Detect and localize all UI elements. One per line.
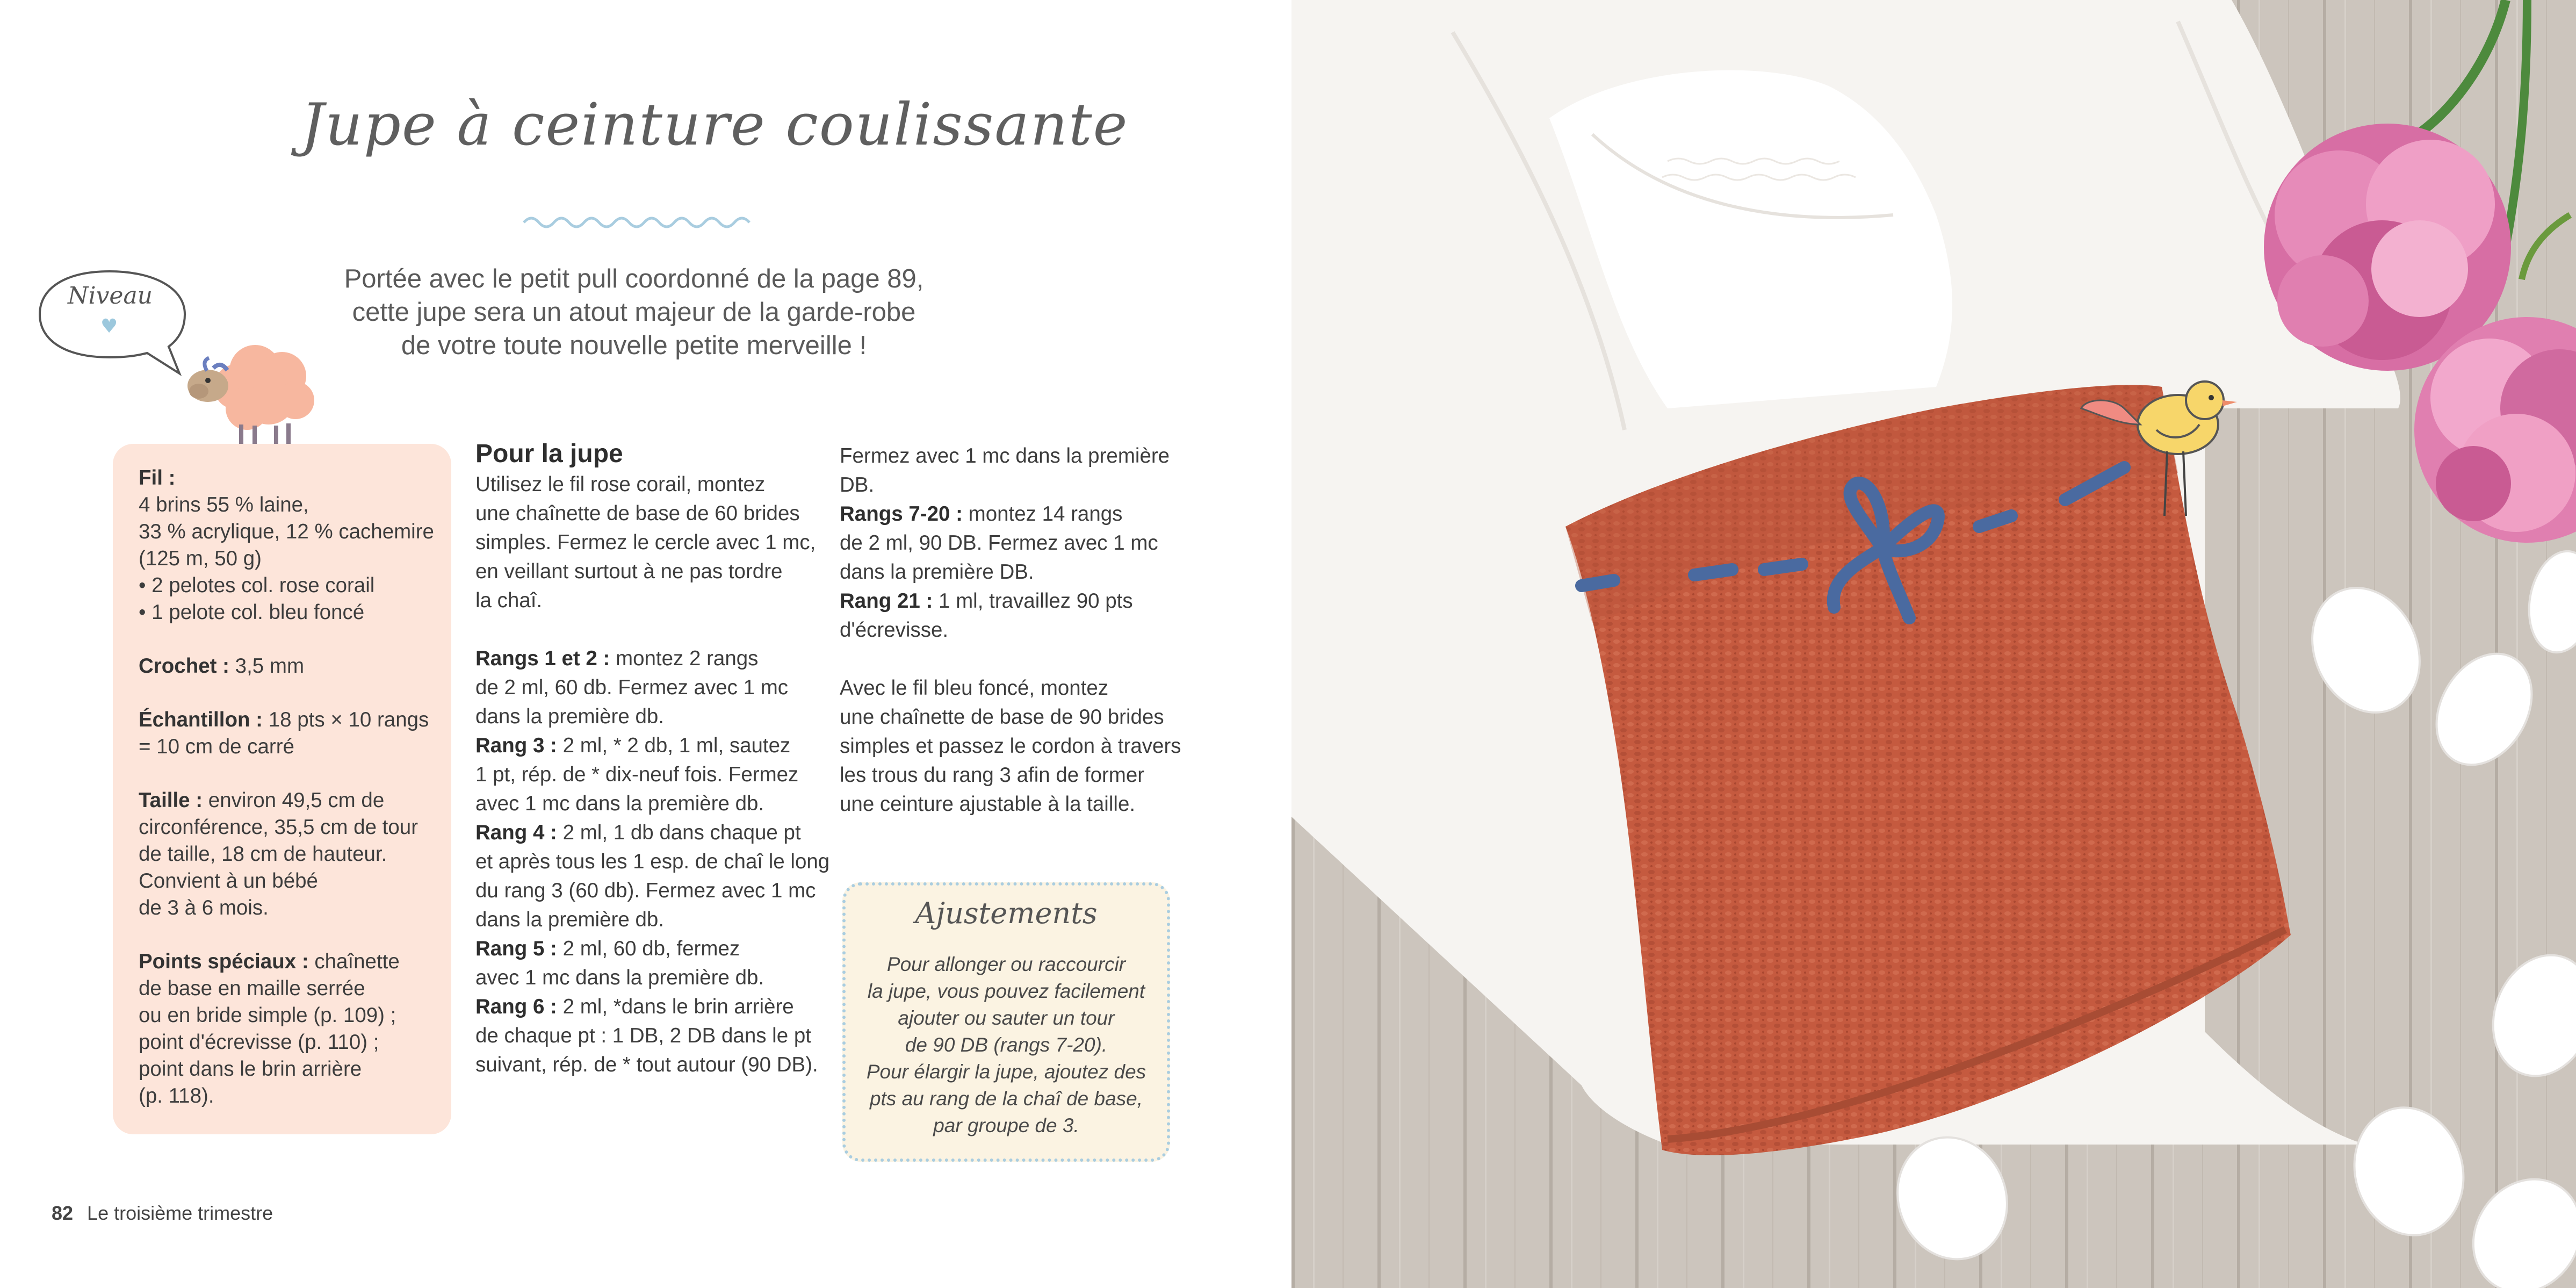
instruction-line: simples. Fermez le cercle avec 1 mc, (475, 531, 816, 554)
section-heading: Pour la jupe (475, 440, 623, 468)
instruction-line: du rang 3 (60 db). Fermez avec 1 mc (475, 879, 816, 902)
instruction-line: une ceinture ajustable à la taille. (840, 793, 1136, 816)
materials-gauge (139, 707, 439, 760)
stitches-line: (p. 118). (139, 1084, 214, 1107)
row-text: montez 14 rangs (962, 502, 1123, 526)
intro-line: de votre toute nouvelle petite merveille ! (401, 331, 867, 360)
yarn-line: • 1 pelote col. bleu foncé (139, 601, 365, 624)
materials-size (139, 787, 439, 922)
size-label: Taille : (139, 789, 203, 812)
right-page (1291, 0, 2576, 1288)
adjustment-line: la jupe, vous pouvez facilement (867, 980, 1145, 1002)
heart-icon: ♥ (100, 315, 118, 337)
instruction-line: d'écrevisse. (840, 618, 949, 642)
row-text: 2 ml, 60 db, fermez (557, 937, 740, 960)
hook-value: 3,5 mm (229, 654, 305, 678)
yarn-line: 33 % acrylique, 12 % cachemire (139, 520, 434, 543)
row-label: Rangs 1 et 2 : (475, 647, 610, 670)
adjustments-title: Ajustements (915, 896, 1098, 930)
instruction-line: avec 1 mc dans la première db. (475, 966, 764, 989)
row-text: 1 ml, travaillez 90 pts (933, 589, 1133, 613)
size-line: de 3 à 6 mois. (139, 896, 269, 919)
size-line: Convient à un bébé (139, 869, 318, 893)
row-text: 2 ml, * 2 db, 1 ml, sautez (557, 734, 791, 757)
hook-label: Crochet : (139, 654, 229, 678)
section-name: Le troisième trimestre (87, 1202, 273, 1224)
page-number: 82 (52, 1202, 74, 1224)
gauge-label: Échantillon : (139, 708, 263, 731)
instruction-line: dans la première db. (475, 705, 664, 728)
yarn-line: 4 brins 55 % laine, (139, 493, 309, 516)
materials-stitches (139, 948, 439, 1110)
instruction-line: de chaque pt : 1 DB, 2 DB dans le pt (475, 1024, 811, 1047)
instruction-line: dans la première DB. (840, 560, 1034, 584)
instruction-line: Utilisez le fil rose corail, montez (475, 473, 766, 496)
stitches-label: Points spéciaux : (139, 950, 309, 973)
adjustment-line: par groupe de 3. (933, 1114, 1079, 1136)
stitches-line: de base en maille serrée (139, 977, 365, 1000)
instruction-line: DB. (840, 473, 875, 497)
adjustment-line: pts au rang de la chaî de base, (869, 1088, 1143, 1110)
materials-hook (139, 653, 439, 680)
instruction-line: 1 pt, rép. de * dix-neuf fois. Fermez (475, 763, 799, 786)
instruction-line: la chaî. (475, 589, 543, 612)
yarn-line: (125 m, 50 g) (139, 547, 262, 570)
stitches-line: ou en bride simple (p. 109) ; (139, 1004, 396, 1027)
materials-text (139, 465, 439, 1136)
instruction-line: avec 1 mc dans la première db. (475, 792, 764, 815)
instruction-line: en veillant surtout à ne pas tordre (475, 560, 783, 583)
wave-divider (521, 211, 763, 229)
adjustments-text (842, 951, 1170, 1139)
gauge-value: 18 pts × 10 rangs (263, 708, 429, 731)
stitches-value: chaînette (308, 950, 400, 973)
intro-line: cette jupe sera un atout majeur de la garde-robe (352, 298, 916, 327)
level-label: Niveau (67, 282, 153, 310)
instruction-line: de 2 ml, 60 db. Fermez avec 1 mc (475, 676, 789, 699)
instruction-line: Avec le fil bleu foncé, montez (840, 677, 1109, 700)
row-label: Rang 5 : (475, 937, 557, 960)
row-label: Rangs 7-20 : (840, 502, 963, 526)
instruction-line: une chaînette de base de 90 brides (840, 706, 1164, 729)
row-label: Rang 3 : (475, 734, 557, 757)
adjustment-line: de 90 DB (rangs 7-20). (905, 1034, 1108, 1056)
size-line: de taille, 18 cm de hauteur. (139, 843, 387, 866)
instruction-line: et après tous les 1 esp. de chaî le long (475, 850, 830, 873)
gauge-line: = 10 cm de carré (139, 735, 294, 758)
page-footer (52, 1202, 273, 1225)
stitches-line: point d'écrevisse (p. 110) ; (139, 1031, 379, 1054)
intro-line: Portée avec le petit pull coordonné de la page 89, (344, 264, 924, 293)
instruction-line: simples et passez le cordon à travers (840, 735, 1181, 758)
page-title: Jupe à ceinture coulissante (301, 91, 1129, 159)
row-text: 2 ml, *dans le brin arrière (557, 995, 794, 1018)
instruction-line: suivant, rép. de * tout autour (90 DB). (475, 1053, 818, 1076)
row-text: montez 2 rangs (610, 647, 759, 670)
instructions-column-2 (840, 442, 1184, 819)
row-label: Rang 21 : (840, 589, 933, 613)
instruction-line: de 2 ml, 90 DB. Fermez avec 1 mc (840, 531, 1158, 555)
intro-text (301, 262, 967, 362)
instruction-line: dans la première db. (475, 908, 664, 931)
yarn-line: • 2 pelotes col. rose corail (139, 574, 375, 597)
instruction-line: les trous du rang 3 afin de former (840, 764, 1145, 787)
adjustment-line: ajouter ou sauter un tour (898, 1007, 1115, 1029)
adjustment-line: Pour élargir la jupe, ajoutez des (866, 1061, 1146, 1083)
row-text: 2 ml, 1 db dans chaque pt (557, 821, 801, 844)
size-line: circonférence, 35,5 cm de tour (139, 816, 418, 839)
stitches-line: point dans le brin arrière (139, 1057, 362, 1081)
sheep-illustration (175, 328, 317, 454)
row-label: Rang 4 : (475, 821, 557, 844)
adjustment-line: Pour allonger ou raccourcir (886, 953, 1126, 975)
skirt-photo (1291, 0, 2576, 1288)
instructions-column-1 (475, 438, 830, 1080)
materials-yarn (139, 465, 439, 626)
size-value: environ 49,5 cm de (203, 789, 385, 812)
instruction-line: une chaînette de base de 60 brides (475, 502, 800, 525)
instruction-line: Fermez avec 1 mc dans la première (840, 444, 1170, 467)
row-label: Rang 6 : (475, 995, 557, 1018)
yarn-label: Fil : (139, 466, 176, 490)
